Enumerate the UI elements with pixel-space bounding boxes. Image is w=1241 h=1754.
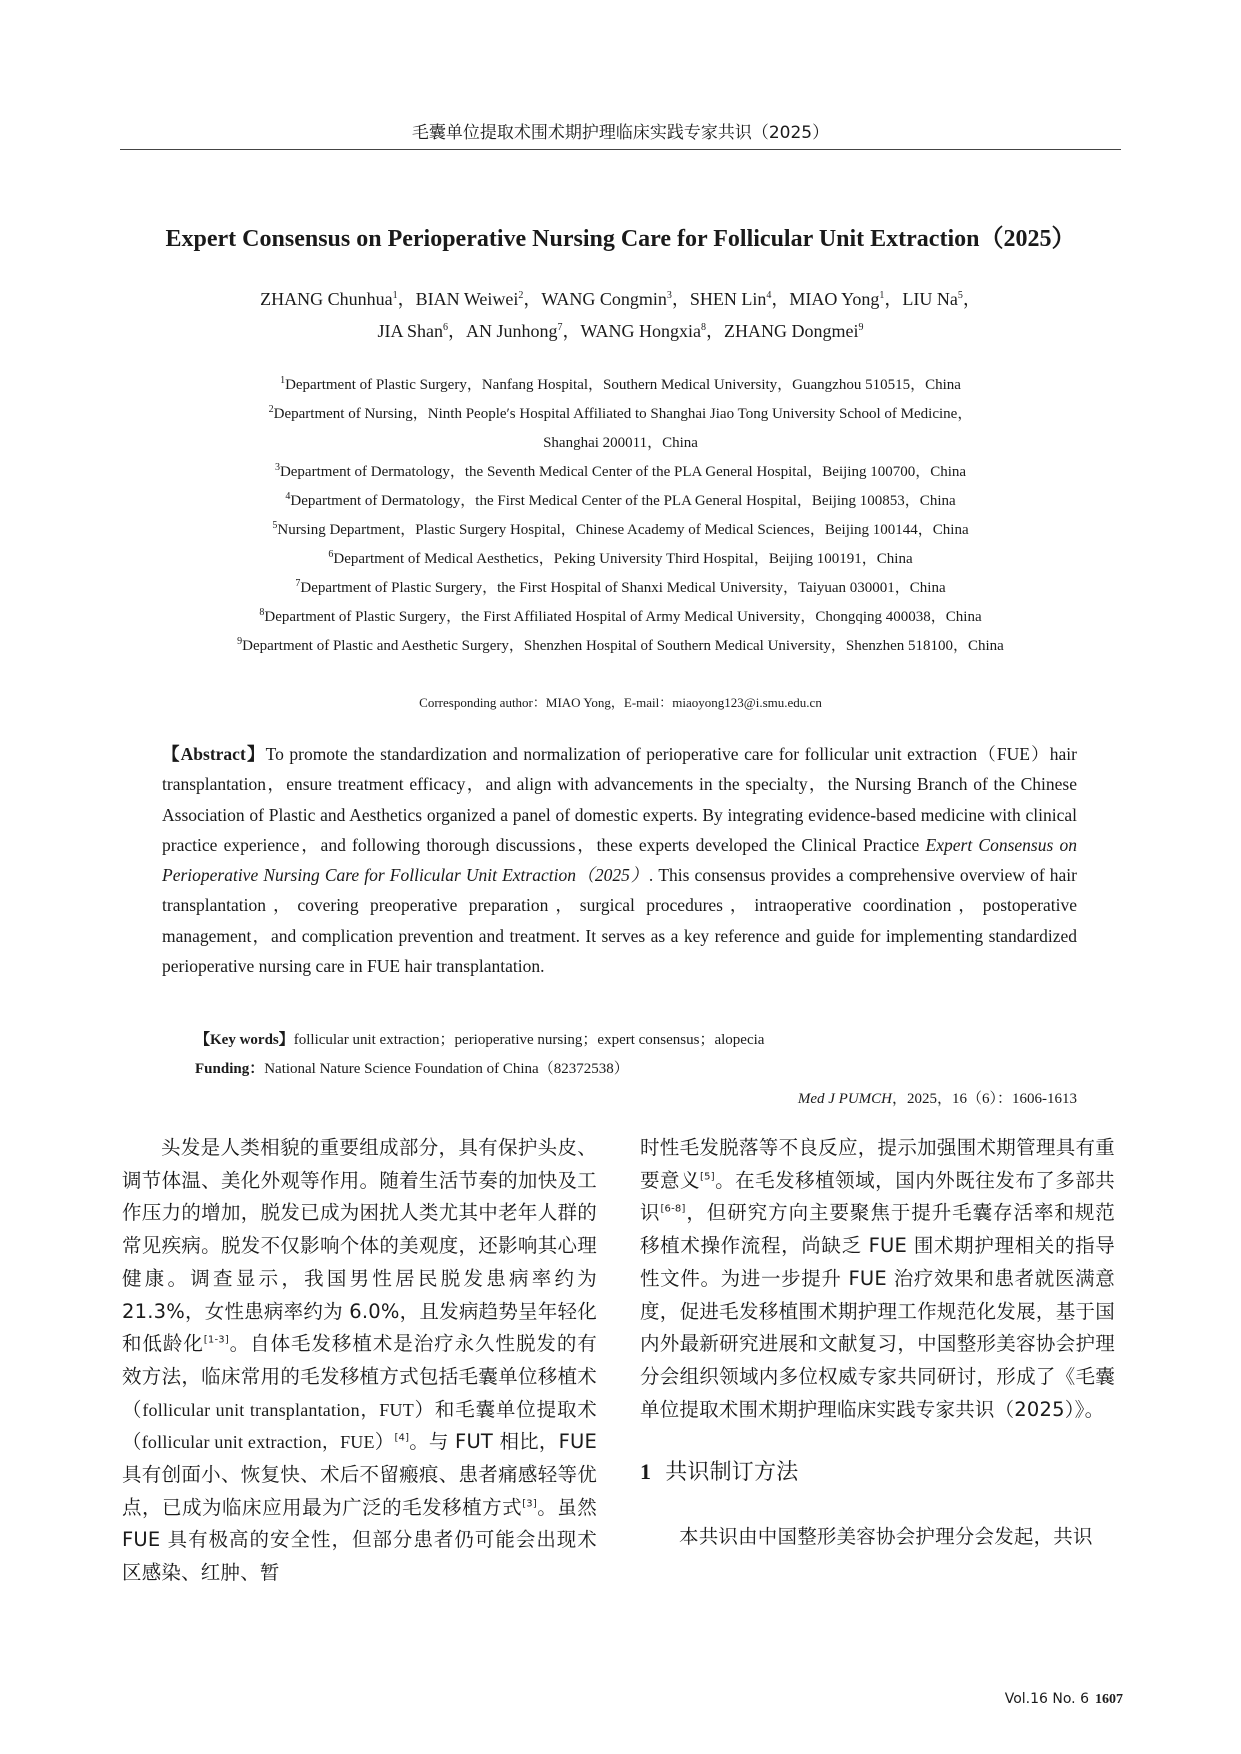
citation — [798, 1087, 1077, 1108]
page-number: 1607 — [1095, 1692, 1123, 1707]
keywords-text: follicular unit extraction；perioperative nursing；expert consensus；alopecia — [293, 1032, 765, 1048]
affiliation-list — [120, 371, 1121, 661]
author: BIAN Weiwei$^2$ — [415, 289, 524, 309]
affiliation: $^6$Department of Medical Aesthetics，Peking University Third Hospital，Beijing 100191，China — [328, 549, 913, 567]
running-header: 毛囊单位提取术围术期护理临床实践专家共识（2025） — [411, 123, 830, 143]
author: JIA Shan$^6$ — [377, 321, 449, 341]
citation-ref: [3] — [522, 1498, 537, 1510]
abstract-label: 【Abstract】 — [162, 744, 266, 764]
keywords — [195, 1028, 1075, 1049]
citation-details: ，2025，16（6）：1606-1613 — [892, 1091, 1077, 1107]
body-paragraph: 时性毛发脱落等不良反应，提示加强围术期管理具有重要意义[5]。在毛发移植领域，国内外既往发布了多部共识[6-8]，但研究方向主要聚焦于提升毛囊存活率和规范移植术操作流程，尚缺乏 FUE 围术期护理相关的指导性文件。为进一步提升 FUE 治疗效果和患者就医满意度，促进毛发移植围术期护理工作规范化发展，基于国内外最新研究进展和文献复习，中国整形美容协会护理分会组织领域内多位权威专家共同研讨，形成了《毛囊单位提取术围术期护理临床实践专家共识（2025）》。 — [640, 1136, 1115, 1421]
body-paragraph: 本共识由中国整形美容协会护理分会发起，共识 — [679, 1525, 1093, 1549]
affiliation: $^4$Department of Dermatology，the First Medical Center of the PLA General Hospital，Beijing 100853，China — [285, 491, 956, 509]
citation-ref: [6-8] — [660, 1203, 686, 1215]
section-number: 1 — [640, 1459, 652, 1485]
corresponding-author: Corresponding author：MIAO Yong，E-mail：miaoyong123@i.smu.edu.cn — [419, 695, 822, 710]
author: LIU Na$^5$ — [902, 289, 963, 309]
author: ZHANG Dongmei$^9$ — [724, 321, 864, 341]
author: WANG Congmin$^3$ — [541, 289, 672, 309]
paper-title: Expert Consensus on Perioperative Nursing Care for Follicular Unit Extraction（2025） — [165, 226, 1076, 252]
section-heading — [640, 1456, 1115, 1489]
author: MIAO Yong$^1$ — [789, 289, 885, 309]
author: ZHANG Chunhua$^1$ — [260, 289, 398, 309]
author: AN Junhong$^7$ — [466, 321, 563, 341]
citation-journal: Med J PUMCH — [797, 1091, 892, 1107]
body-column-right — [640, 1132, 1115, 1554]
affiliation: $^2$Department of Nursing，Ninth People′s Hospital Affiliated to Shanghai Jiao Tong University School of Medicine， — [268, 404, 973, 422]
body-column-left — [122, 1132, 597, 1590]
funding — [195, 1057, 1075, 1078]
volume-issue: Vol.16 No. 6 — [1004, 1691, 1089, 1707]
section-title: 共识制订方法 — [665, 1460, 799, 1486]
affiliation: Shanghai 200011，China — [543, 435, 698, 451]
abstract-text: . This consensus provides a comprehensive overview of hair transplantation，covering preoperative preparation，surgical procedures，intraoperative coordination，postoperative management，and complication prevention and treatment. It serves as a key reference and guide for implementing standardized perioperative nursing care in FUE hair transplantation. — [162, 865, 1077, 977]
citation-ref: [5] — [700, 1171, 715, 1183]
abstract-text: To promote the standardization and normalization of perioperative care for follicular unit extraction（FUE）hair transplantation，ensure treatment efficacy，and align with advancements in the specialty，the Nursing Branch of the Chinese Association of Plastic and Aesthetics organized a panel of domestic experts. By integrating evidence-based medicine with clinical practice experience，and following thorough discussions，these experts developed the Clinical Practice — [162, 744, 1077, 855]
keywords-label: 【Key words】 — [195, 1032, 294, 1048]
affiliation: $^7$Department of Plastic Surgery，the First Hospital of Shanxi Medical University，Taiyuan 030001，China — [295, 578, 946, 596]
affiliation: $^8$Department of Plastic Surgery，the First Affiliated Hospital of Army Medical University，Chongqing 400038，China — [259, 607, 982, 625]
abstract — [162, 739, 1077, 981]
funding-label: Funding： — [195, 1061, 265, 1077]
citation-ref: [4] — [394, 1432, 410, 1444]
header-rule — [120, 149, 1121, 150]
affiliation: $^3$Department of Dermatology，the Seventh Medical Center of the PLA General Hospital，Beijing 100700，China — [274, 462, 967, 480]
author-list: ZHANG Chunhua$^1$，BIAN Weiwei$^2$，WANG Congmin$^3$，SHEN Lin$^4$，MIAO Yong$^1$，LIU Na$^5$， JIA Shan$^6$，AN Junhong$^7$，WANG Hongxia$^8$，ZHANG Dongmei$^9$ — [260, 289, 981, 341]
author: SHEN Lin$^4$ — [689, 289, 772, 309]
affiliation: $^5$Nursing Department，Plastic Surgery Hospital，Chinese Academy of Medical Sciences，Beijing 100144，China — [272, 520, 969, 538]
citation-ref: [1-3] — [203, 1334, 229, 1346]
author: WANG Hongxia$^8$ — [580, 321, 707, 341]
affiliation: $^9$Department of Plastic and Aesthetic Surgery，Shenzhen Hospital of Southern Medical University，Shenzhen 518100，China — [237, 636, 1004, 654]
page-footer — [1005, 1691, 1123, 1708]
funding-text: National Nature Science Foundation of China（82372538） — [264, 1061, 629, 1077]
affiliation: $^1$Department of Plastic Surgery，Nanfang Hospital，Southern Medical University，Guangzhou 510515，China — [280, 375, 961, 393]
body-paragraph: 头发是人类相貌的重要组成部分，具有保护头皮、调节体温、美化外观等作用。随着生活节奏的加快及工作压力的增加，脱发已成为困扰人类尤其中老年人群的常见疾病。脱发不仅影响个体的美观度，还影响其心理健康。调查显示，我国男性居民脱发患病率约为 21.3%，女性患病率约为 6.0%，且发病趋势呈年轻化和低龄化[1-3]。自体毛发移植术是治疗永久性脱发的有效方法，临床常用的毛发移植方式包括毛囊单位移植术（follicular unit transplantation，FUT）和毛囊单位提取术（follicular unit extraction，FUE）[4]。与 FUT 相比，FUE 具有创面小、恢复快、术后不留瘢痕、患者痛感轻等优点，已成为临床应用最为广泛的毛发移植方式[3]。虽然 FUE 具有极高的安全性，但部分患者仍可能会出现术区感染、红肿、暂 — [122, 1136, 597, 1585]
abstract-italic-title: Expert Consensus on Perioperative Nursing Care for Follicular Unit Extraction（2025） — [162, 834, 1077, 886]
